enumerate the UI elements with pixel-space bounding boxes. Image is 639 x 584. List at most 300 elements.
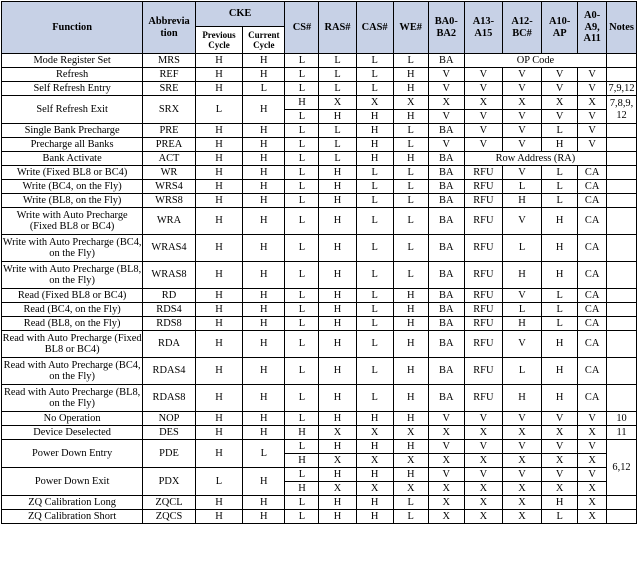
ba-cell: V (428, 82, 464, 96)
cas-cell: L (356, 194, 393, 208)
cs-cell: L (285, 124, 319, 138)
cke-current-cell: H (243, 426, 285, 440)
a0-cell: CA (578, 331, 607, 358)
ba-cell: X (428, 96, 464, 110)
cke-current-cell: H (243, 180, 285, 194)
col-cke: CKE (195, 2, 285, 27)
table-row (2, 235, 637, 262)
function-cell: Write (BL8, on the Fly) (2, 194, 143, 208)
a0-cell: V (578, 110, 607, 124)
cke-current-cell: H (243, 496, 285, 510)
we-cell: H (393, 303, 428, 317)
table-row (2, 440, 637, 454)
notes-cell (607, 317, 637, 331)
cke-current-cell: H (243, 166, 285, 180)
a13-cell: RFU (464, 208, 502, 235)
abbreviation-cell: WRA (143, 208, 196, 235)
table-row (2, 496, 637, 510)
we-cell: X (393, 426, 428, 440)
cke-current-cell: H (243, 262, 285, 289)
a12-cell: L (502, 303, 541, 317)
a0-cell: CA (578, 358, 607, 385)
cas-cell: H (356, 496, 393, 510)
a12-cell: V (502, 440, 541, 454)
col-cke-current: Current Cycle (243, 27, 285, 54)
a13-cell: RFU (464, 194, 502, 208)
function-cell: Write (Fixed BL8 or BC4) (2, 166, 143, 180)
cke-current-cell: H (243, 385, 285, 412)
col-function: Function (2, 2, 143, 54)
ras-cell: H (319, 317, 356, 331)
table-row (2, 385, 637, 412)
abbreviation-cell: WR (143, 166, 196, 180)
abbreviation-cell: REF (143, 68, 196, 82)
ras-cell: H (319, 510, 356, 524)
cke-previous-cell: H (195, 358, 242, 385)
notes-cell (607, 303, 637, 317)
abbreviation-cell: DES (143, 426, 196, 440)
a13-cell: X (464, 510, 502, 524)
ras-cell: H (319, 166, 356, 180)
function-cell: Read with Auto Precharge (Fixed BL8 or BC4) (2, 331, 143, 358)
cs-cell: L (285, 440, 319, 454)
cke-previous-cell: H (195, 331, 242, 358)
ba-cell: X (428, 426, 464, 440)
ba-cell: BA (428, 317, 464, 331)
a12-cell: H (502, 262, 541, 289)
ba-cell: X (428, 482, 464, 496)
abbreviation-cell: PDE (143, 440, 196, 468)
we-cell: H (393, 358, 428, 385)
a10-cell: H (542, 138, 578, 152)
function-cell: Power Down Exit (2, 468, 143, 496)
table-row (2, 166, 637, 180)
ba-cell: X (428, 510, 464, 524)
abbreviation-cell: MRS (143, 54, 196, 68)
function-cell: Write with Auto Precharge (BC4, on the Fly) (2, 235, 143, 262)
ba-cell: BA (428, 289, 464, 303)
cke-previous-cell: H (195, 68, 242, 82)
a12-cell: L (502, 358, 541, 385)
cas-cell: H (356, 440, 393, 454)
ba-cell: BA (428, 208, 464, 235)
a0-cell: X (578, 454, 607, 468)
abbreviation-cell: PRE (143, 124, 196, 138)
ba-cell: BA (428, 194, 464, 208)
cke-current-cell: H (243, 152, 285, 166)
a13-cell: V (464, 440, 502, 454)
cs-cell: H (285, 482, 319, 496)
col-a0: A0- A9, A11 (578, 2, 607, 54)
ba-cell: BA (428, 331, 464, 358)
cke-previous-cell: H (195, 303, 242, 317)
cas-cell: H (356, 412, 393, 426)
cke-current-cell: H (243, 317, 285, 331)
table-row (2, 54, 637, 68)
cas-cell: L (356, 166, 393, 180)
ras-cell: H (319, 180, 356, 194)
cs-cell: L (285, 166, 319, 180)
a10-cell: V (542, 68, 578, 82)
cs-cell: L (285, 54, 319, 68)
cs-cell: L (285, 468, 319, 482)
notes-cell (607, 289, 637, 303)
cke-previous-cell: H (195, 412, 242, 426)
a0-cell: CA (578, 180, 607, 194)
ras-cell: H (319, 468, 356, 482)
notes-cell: 7,9,12 (608, 82, 635, 94)
cs-cell: L (285, 110, 319, 124)
a10-cell: V (542, 412, 578, 426)
ras-cell: H (319, 440, 356, 454)
cas-cell: L (356, 262, 393, 289)
we-cell: L (393, 180, 428, 194)
abbreviation-cell: WRAS8 (143, 262, 196, 289)
cas-cell: L (356, 68, 393, 82)
abbreviation-cell: RDAS8 (143, 385, 196, 412)
cs-cell: H (285, 96, 319, 110)
ba-cell: V (428, 440, 464, 454)
cas-cell: H (356, 138, 393, 152)
ba-cell: V (428, 468, 464, 482)
a10-cell: V (542, 440, 578, 454)
notes-cell (607, 152, 637, 166)
ba-cell: BA (428, 166, 464, 180)
function-cell: Precharge all Banks (2, 138, 143, 152)
abbreviation-cell: WRS8 (143, 194, 196, 208)
a10-cell: L (542, 124, 578, 138)
cke-previous-cell: L (195, 96, 242, 124)
cke-current-cell: H (243, 96, 285, 124)
function-cell: ZQ Calibration Long (2, 496, 143, 510)
abbreviation-cell: ZQCS (143, 510, 196, 524)
function-cell: No Operation (2, 412, 143, 426)
ras-cell: X (319, 426, 356, 440)
function-cell: Read (BL8, on the Fly) (2, 317, 143, 331)
a0-cell: V (578, 440, 607, 454)
abbreviation-cell: PDX (143, 468, 196, 496)
ras-cell: X (319, 96, 356, 110)
notes-cell (607, 166, 637, 180)
ras-cell: L (319, 54, 356, 68)
cke-previous-cell: H (195, 194, 242, 208)
cke-previous-cell: H (195, 385, 242, 412)
a0-cell: X (578, 426, 607, 440)
ras-cell: L (319, 68, 356, 82)
notes-cell (607, 385, 637, 412)
we-cell: L (393, 138, 428, 152)
cke-previous-cell: H (195, 289, 242, 303)
table-row (2, 194, 637, 208)
notes-cell: 7,8,9, 12 (607, 96, 637, 124)
abbreviation-cell: SRX (143, 96, 196, 124)
we-cell: X (393, 454, 428, 468)
cke-current-cell: H (243, 289, 285, 303)
a12-cell: V (502, 124, 541, 138)
a10-cell: X (542, 426, 578, 440)
cs-cell: L (285, 289, 319, 303)
abbreviation-cell: RDS4 (143, 303, 196, 317)
abbreviation-cell: RD (143, 289, 196, 303)
notes-cell (607, 358, 637, 385)
function-cell: Read with Auto Precharge (BL8, on the Fly) (2, 385, 143, 412)
ras-cell: H (319, 262, 356, 289)
a10-cell: H (542, 496, 578, 510)
a13-cell: RFU (464, 166, 502, 180)
abbreviation-cell: WRAS4 (143, 235, 196, 262)
a10-cell: L (542, 166, 578, 180)
a0-cell: CA (578, 208, 607, 235)
cs-cell: L (285, 68, 319, 82)
notes-cell (607, 208, 637, 235)
cke-current-cell: H (243, 208, 285, 235)
cs-cell: L (285, 303, 319, 317)
a0-cell: CA (578, 194, 607, 208)
cke-current-cell: H (243, 412, 285, 426)
col-cs: CS# (285, 2, 319, 54)
we-cell: L (393, 208, 428, 235)
ba-cell: BA (428, 358, 464, 385)
table-row (2, 82, 637, 96)
cas-cell: L (356, 385, 393, 412)
table-row (2, 426, 637, 440)
cke-previous-cell: H (195, 426, 242, 440)
we-cell: X (393, 96, 428, 110)
a0-cell: X (578, 496, 607, 510)
table-row (2, 96, 637, 110)
we-cell: H (393, 412, 428, 426)
notes-cell (607, 235, 637, 262)
ba-cell: V (428, 412, 464, 426)
we-cell: L (393, 496, 428, 510)
we-cell: L (393, 166, 428, 180)
a10-cell: H (542, 358, 578, 385)
notes-cell: 6,12 (607, 440, 637, 496)
col-cke-previous: Previous Cycle (195, 27, 242, 54)
command-truth-table (1, 1, 637, 524)
cs-cell: L (285, 152, 319, 166)
table-row (2, 68, 637, 82)
table-row (2, 468, 637, 482)
notes-cell (607, 331, 637, 358)
ras-cell: H (319, 194, 356, 208)
a0-cell: X (578, 482, 607, 496)
cke-previous-cell: H (195, 262, 242, 289)
a12-cell: V (502, 289, 541, 303)
ras-cell: H (319, 331, 356, 358)
function-cell: Write (BC4, on the Fly) (2, 180, 143, 194)
ras-cell: H (319, 303, 356, 317)
cs-cell: L (285, 82, 319, 96)
a13-cell: X (464, 454, 502, 468)
abbreviation-cell: RDA (143, 331, 196, 358)
ras-cell: H (319, 385, 356, 412)
cke-current-cell: H (243, 303, 285, 317)
ba-cell: X (428, 454, 464, 468)
abbreviation-cell: SRE (143, 82, 196, 96)
cs-cell: L (285, 208, 319, 235)
cke-current-cell: L (243, 82, 285, 96)
a13-cell: X (464, 96, 502, 110)
a10-cell: L (542, 510, 578, 524)
ba-cell: BA (428, 180, 464, 194)
ras-cell: H (319, 235, 356, 262)
notes-cell: 10 (607, 412, 637, 426)
a0-cell: X (578, 510, 607, 524)
function-cell: Mode Register Set (2, 54, 143, 68)
table-row (2, 208, 637, 235)
cs-cell: H (285, 426, 319, 440)
cas-cell: L (356, 208, 393, 235)
a0-cell: CA (578, 303, 607, 317)
a10-cell: V (542, 110, 578, 124)
function-cell: Single Bank Precharge (2, 124, 143, 138)
a0-cell: V (578, 468, 607, 482)
a12-cell: L (502, 235, 541, 262)
we-cell: L (393, 510, 428, 524)
cke-current-cell: H (243, 510, 285, 524)
a10-cell: H (542, 331, 578, 358)
col-notes: Notes (607, 2, 637, 54)
cs-cell: L (285, 510, 319, 524)
a0-cell: CA (578, 235, 607, 262)
a12-cell: V (502, 331, 541, 358)
ba-cell: BA (428, 235, 464, 262)
cke-previous-cell: H (195, 152, 242, 166)
abbreviation-cell: ACT (143, 152, 196, 166)
we-cell: H (393, 385, 428, 412)
cs-cell: L (285, 331, 319, 358)
a10-cell: L (542, 317, 578, 331)
ba-cell: X (428, 496, 464, 510)
a13-cell: V (464, 468, 502, 482)
col-abbreviation: Abbrevia tion (143, 2, 196, 54)
notes-cell (607, 180, 637, 194)
a13-cell: RFU (464, 358, 502, 385)
a13-cell: X (464, 496, 502, 510)
a0-cell: CA (578, 289, 607, 303)
abbreviation-cell: RDS8 (143, 317, 196, 331)
a12-cell: X (502, 96, 541, 110)
cas-cell: L (356, 82, 393, 96)
we-cell: X (393, 482, 428, 496)
header-row (2, 2, 637, 27)
notes-cell (607, 68, 637, 82)
ba-cell: V (428, 68, 464, 82)
cas-cell: X (356, 426, 393, 440)
cas-cell: X (356, 454, 393, 468)
a12-cell: V (502, 468, 541, 482)
a12-cell: V (502, 138, 541, 152)
cke-current-cell: H (243, 124, 285, 138)
cs-cell: L (285, 358, 319, 385)
function-cell: Bank Activate (2, 152, 143, 166)
cs-cell: L (285, 496, 319, 510)
a10-cell: L (542, 289, 578, 303)
we-cell: H (393, 331, 428, 358)
a13-cell: V (464, 138, 502, 152)
ras-cell: H (319, 208, 356, 235)
command-truth-table-container (1, 1, 637, 524)
table-row (2, 262, 637, 289)
ras-cell: H (319, 289, 356, 303)
a0-cell: CA (578, 317, 607, 331)
cke-current-cell: H (243, 68, 285, 82)
a12-cell: X (502, 482, 541, 496)
table-row (2, 289, 637, 303)
cas-cell: L (356, 235, 393, 262)
cke-current-cell: H (243, 194, 285, 208)
a13-cell: RFU (464, 180, 502, 194)
col-a10: A10- AP (542, 2, 578, 54)
function-cell: Refresh (2, 68, 143, 82)
cs-cell: L (285, 317, 319, 331)
cs-cell: L (285, 194, 319, 208)
we-cell: L (393, 262, 428, 289)
a0-cell: V (578, 412, 607, 426)
cke-previous-cell: H (195, 496, 242, 510)
col-ba: BA0- BA2 (428, 2, 464, 54)
a13-cell: V (464, 68, 502, 82)
a0-cell: V (578, 138, 607, 152)
a13-cell: RFU (464, 317, 502, 331)
cas-cell: L (356, 54, 393, 68)
ras-cell: L (319, 152, 356, 166)
ba-cell: V (428, 138, 464, 152)
ba-cell: BA (428, 385, 464, 412)
we-cell: L (393, 54, 428, 68)
function-cell: ZQ Calibration Short (2, 510, 143, 524)
col-we: WE# (393, 2, 428, 54)
abbreviation-cell: RDAS4 (143, 358, 196, 385)
a0-cell: V (578, 82, 607, 96)
a13-cell: RFU (464, 235, 502, 262)
function-cell: Self Refresh Entry (2, 82, 143, 96)
a12-cell: V (502, 412, 541, 426)
we-cell: H (393, 468, 428, 482)
cs-cell: L (285, 412, 319, 426)
ba-cell: BA (428, 54, 464, 68)
cke-previous-cell: H (195, 82, 242, 96)
cas-cell: L (356, 180, 393, 194)
cke-previous-cell: H (195, 208, 242, 235)
cke-current-cell: H (243, 468, 285, 496)
a10-cell: X (542, 96, 578, 110)
a13-cell: RFU (464, 385, 502, 412)
cke-previous-cell: H (195, 440, 242, 468)
a13-cell: Row Address (RA) (464, 152, 606, 166)
cke-previous-cell: H (195, 510, 242, 524)
a10-cell: H (542, 385, 578, 412)
a12-cell: X (502, 510, 541, 524)
cs-cell: L (285, 262, 319, 289)
cke-previous-cell: H (195, 138, 242, 152)
cke-current-cell: H (243, 54, 285, 68)
we-cell: H (393, 68, 428, 82)
we-cell: H (393, 110, 428, 124)
a12-cell: H (502, 317, 541, 331)
we-cell: L (393, 194, 428, 208)
a13-cell: V (464, 412, 502, 426)
cs-cell: L (285, 235, 319, 262)
a10-cell: X (542, 482, 578, 496)
notes-cell (607, 54, 637, 68)
ba-cell: BA (428, 124, 464, 138)
a10-cell: H (542, 262, 578, 289)
function-cell: Device Deselected (2, 426, 143, 440)
a13-cell: V (464, 124, 502, 138)
cke-current-cell: L (243, 440, 285, 468)
